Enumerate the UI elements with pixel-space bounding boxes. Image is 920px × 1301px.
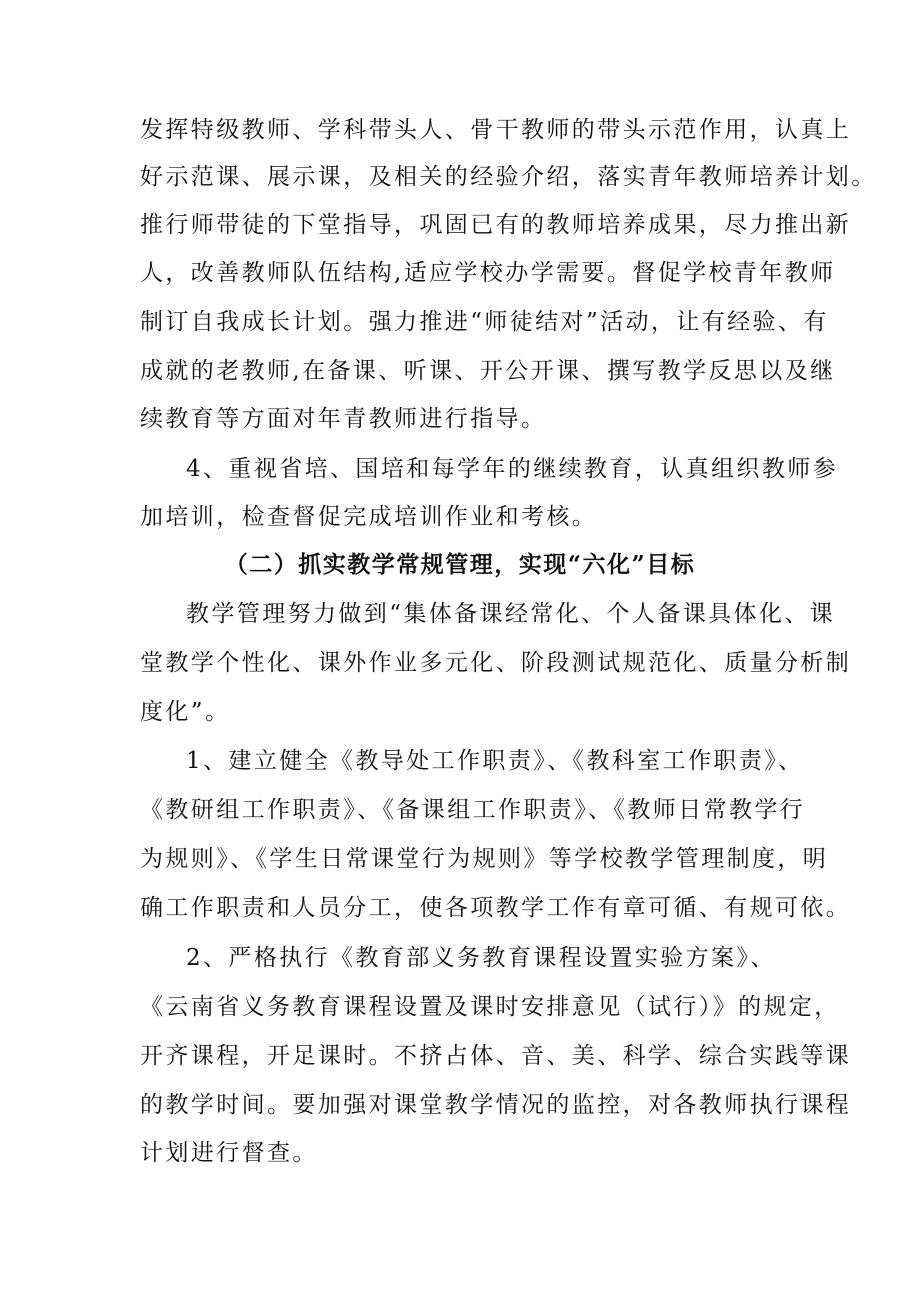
- text-line: 发挥特级教师、学科带头人、骨干教师的带头示范作用，认真上: [140, 117, 852, 143]
- text-line: 《云南省义务教育课程设置及课时安排意见（试行）》的规定，: [140, 994, 840, 1020]
- text-line: 《教研组工作职责》、《备课组工作职责》、《教师日常教学行: [140, 797, 806, 823]
- text-line: 为规则》、《学生日常课堂行为规则》等学校教学管理制度，明: [140, 846, 829, 872]
- text-line: 好示范课、展示课，及相关的经验介绍，落实青年教师培养计划。: [140, 164, 877, 190]
- text-line: 度化”。: [140, 699, 231, 725]
- text-line: 教学管理努力做到“集体备课经常化、个人备课具体化、课: [186, 601, 836, 627]
- text-line: 计划进行督查。: [140, 1140, 318, 1166]
- text-line: 确工作职责和人员分工，使各项教学工作有章可循、有规可依。: [140, 895, 852, 921]
- text-line: 2、严格执行《教育部义务教育课程设置实验方案》、: [186, 945, 776, 971]
- text-line: 成就的老教师,在备课、听课、开公开课、撰写教学反思以及继: [140, 358, 836, 384]
- text-line: 加培训，检查督促完成培训作业和考核。: [140, 504, 598, 530]
- text-line: 堂教学个性化、课外作业多元化、阶段测试规范化、质量分析制: [140, 650, 852, 676]
- section-heading: （二）抓实教学常规管理，实现“六化”目标: [224, 551, 696, 578]
- text-line: 推行师带徒的下堂指导，巩固已有的教师培养成果，尽力推出新: [140, 212, 852, 238]
- text-line: 的教学时间。要加强对课堂教学情况的监控，对各教师执行课程: [140, 1092, 852, 1118]
- text-line: 1、建立健全《教导处工作职责》、《教科室工作职责》、: [186, 748, 804, 774]
- text-line: 开齐课程，开足课时。不挤占体、音、美、科学、综合实践等课: [140, 1043, 852, 1069]
- text-line: 4、重视省培、国培和每学年的继续教育，认真组织教师参: [186, 456, 839, 482]
- text-line: 制订自我成长计划。强力推进“师徒结对”活动，让有经验、有: [140, 309, 829, 335]
- text-line: 续教育等方面对年青教师进行指导。: [140, 406, 547, 432]
- text-line: 人，改善教师队伍结构,适应学校办学需要。督促学校青年教师: [140, 260, 836, 286]
